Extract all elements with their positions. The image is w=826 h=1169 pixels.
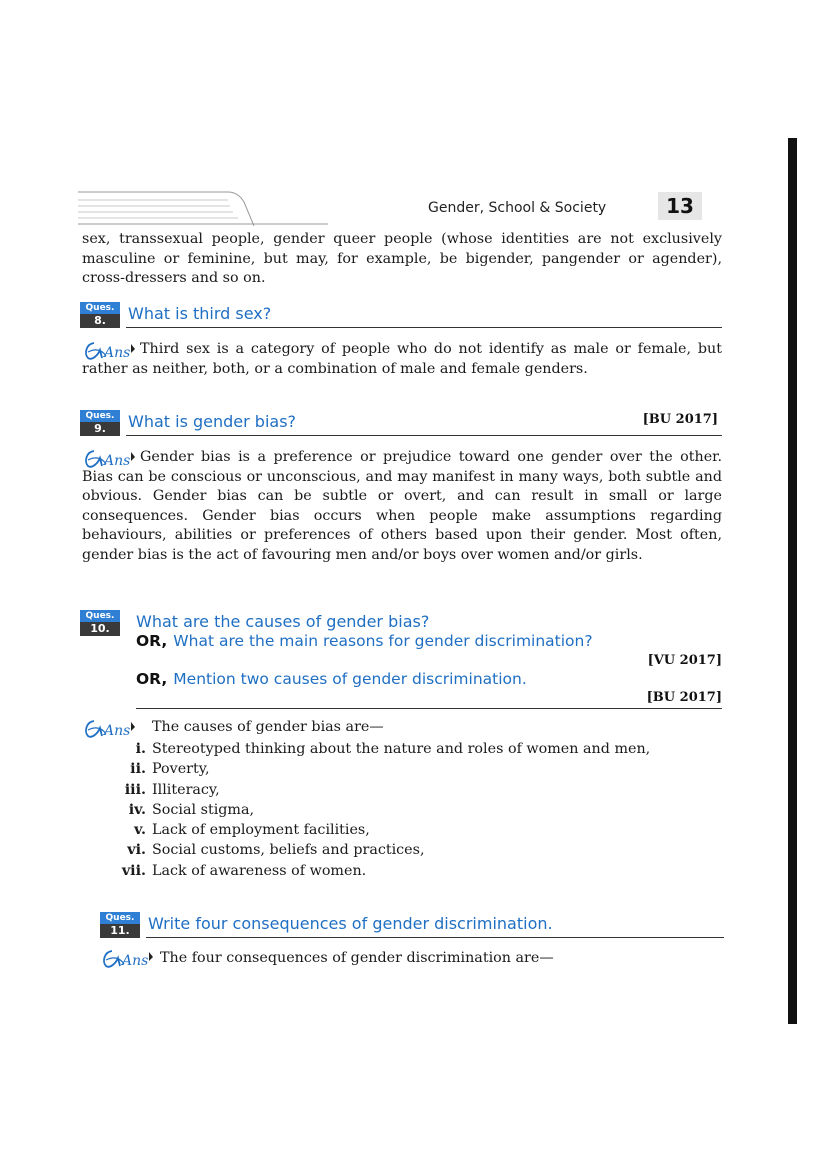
- answer-label: Ans: [104, 345, 131, 361]
- list-item-number: iv.: [128, 801, 146, 818]
- question-badge: [100, 912, 140, 938]
- answer-8: Third sex is a category of people who do not identify as male or female, but rather as neither, both, or a combination of male and female genders.: [82, 341, 722, 377]
- question-rule: [146, 937, 724, 938]
- question-badge: [80, 302, 120, 328]
- question-10-alt-1: [136, 632, 593, 650]
- list-item-text: Social stigma,: [152, 801, 255, 818]
- question-text: What is third sex?: [128, 304, 272, 323]
- list-item: [100, 759, 724, 779]
- page-number: 13: [658, 192, 702, 220]
- list-item-number: vi.: [127, 842, 146, 859]
- answer-10-intro: The causes of gender bias are—: [152, 719, 384, 735]
- question-text: What are the causes of gender bias?: [136, 612, 430, 631]
- badge-number: 11.: [100, 924, 140, 938]
- list-item: [100, 800, 724, 820]
- list-item-text: Poverty,: [152, 761, 210, 778]
- answer-icon: [82, 718, 136, 740]
- list-item-text: Illiteracy,: [152, 781, 220, 798]
- list-item-text: Stereotyped thinking about the nature and roles of women and men,: [152, 741, 651, 757]
- question-11: [100, 912, 724, 940]
- badge-label: Ques.: [80, 410, 120, 422]
- alt-question-text: Mention two causes of gender discrimination.: [173, 670, 527, 688]
- header-decoration: [78, 188, 328, 226]
- list-item: [100, 840, 724, 860]
- question-rule: [136, 708, 722, 709]
- list-item-number: vii.: [121, 862, 146, 879]
- question-reference: [BU 2017]: [642, 412, 718, 427]
- list-item: [100, 780, 724, 800]
- list-item-text: Lack of awareness of women.: [152, 862, 367, 879]
- page-header: [78, 188, 728, 228]
- or-label: OR,: [136, 670, 168, 688]
- list-item-number: ii.: [130, 761, 146, 778]
- or-label: OR,: [136, 632, 168, 650]
- list-item: [100, 861, 724, 881]
- question-badge: [80, 410, 120, 436]
- question-9: [80, 410, 722, 438]
- question-rule: [126, 435, 722, 436]
- badge-label: Ques.: [80, 302, 120, 314]
- question-text: What is gender bias?: [128, 412, 297, 431]
- question-8: [80, 302, 722, 330]
- badge-label: Ques.: [100, 912, 140, 924]
- question-10-alt-2: [136, 670, 527, 688]
- list-item-number: iii.: [124, 781, 146, 798]
- question-rule: [126, 327, 722, 328]
- answer-label: Ans: [104, 453, 131, 469]
- list-item-text: Lack of employment facilities,: [152, 822, 370, 839]
- header-title: Gender, School & Society: [428, 200, 607, 216]
- badge-label: Ques.: [80, 610, 120, 622]
- badge-number: 10.: [80, 622, 120, 636]
- list-item-number: v.: [134, 822, 146, 839]
- answer-icon: [100, 948, 154, 970]
- question-text: Write four consequences of gender discrimination.: [148, 914, 553, 933]
- intro-paragraph: sex, transsexual people, gender queer people (whose identities are not exclusively masculine or feminine, but may, for example, be bigender, pangender or agender), cross-dressers and so on.: [82, 231, 722, 286]
- list-item: [100, 820, 724, 840]
- list-item-text: Social customs, beliefs and practices,: [152, 842, 425, 859]
- list-item: [100, 739, 724, 759]
- badge-number: 9.: [80, 422, 120, 436]
- answer-9: Gender bias is a preference or prejudice toward one gender over the other. Bias can be conscious or unconscious, and may manifest in many ways, both subtle and obvious. Gender bias can be subtle or overt, and can result in small or large consequences. Gender bias occurs when people make assumptions regarding behaviours, abilities or preferences of others based upon their gender. Most often, gender bias is the act of favouring men and/or boys over women and/or girls.: [82, 449, 722, 563]
- answer-11-intro: The four consequences of gender discrimination are—: [160, 950, 554, 966]
- alt-2-reference: [BU 2017]: [646, 690, 722, 705]
- answer-label: Ans: [122, 953, 149, 969]
- alt-1-reference: [VU 2017]: [647, 653, 722, 668]
- list-item-number: i.: [135, 741, 146, 757]
- badge-number: 8.: [80, 314, 120, 328]
- answer-label: Ans: [104, 723, 131, 739]
- causes-list: [100, 739, 724, 881]
- page-edge-bar: [788, 138, 797, 1024]
- alt-question-text: What are the main reasons for gender discrimination?: [173, 632, 593, 650]
- question-badge: [80, 610, 120, 636]
